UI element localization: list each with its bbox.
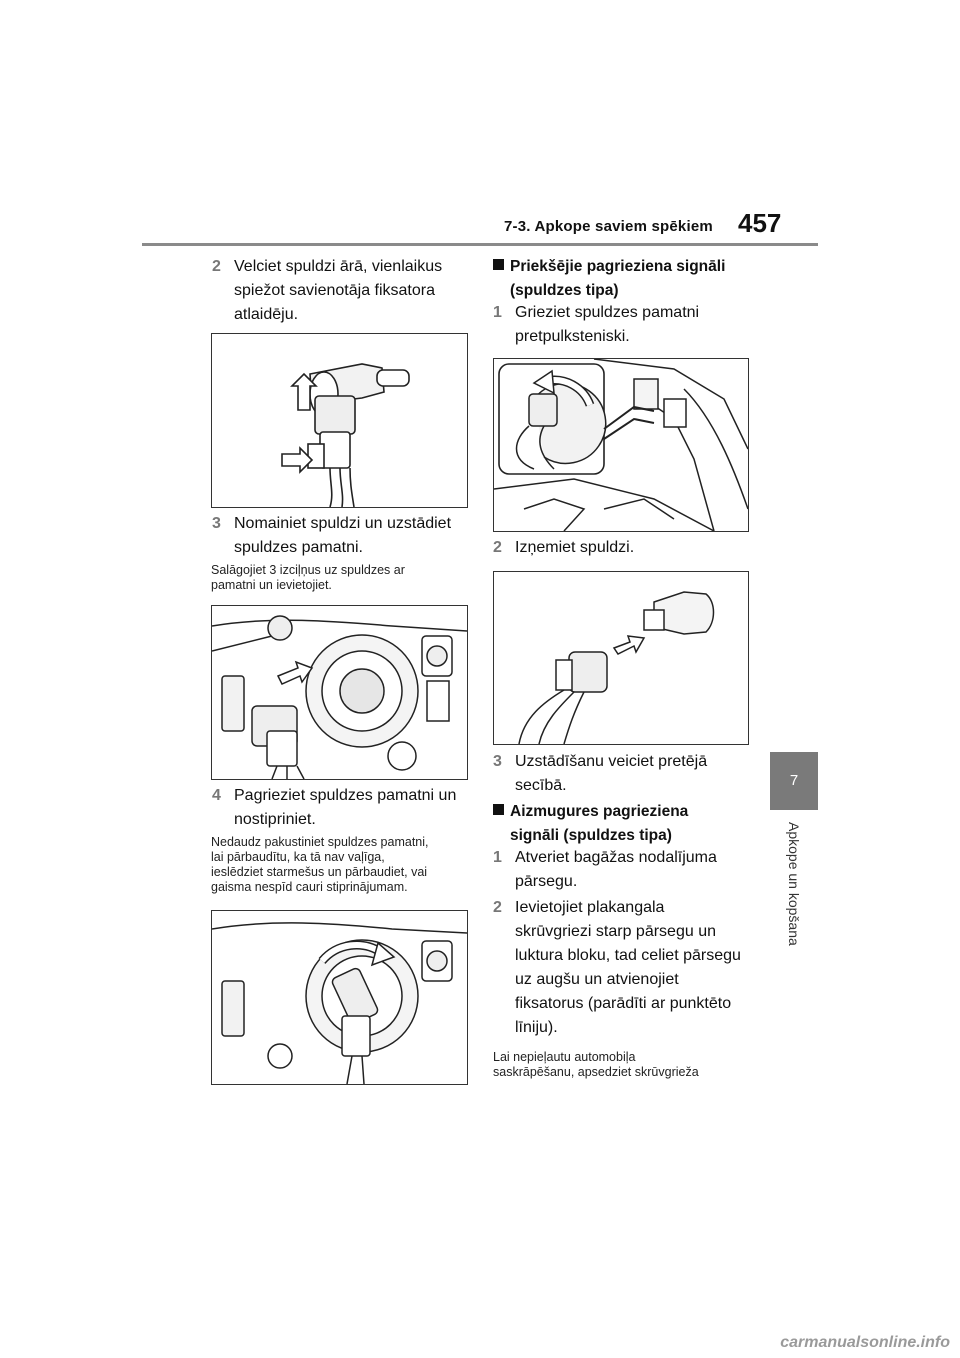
step-text-line: spuldzes pamatni. (234, 539, 363, 556)
step-1-rotate-counterclockwise (493, 301, 753, 349)
step-text-line: Velciet spuldzi ārā, vienlaikus (234, 258, 443, 275)
chapter-label: Apkope un kopšana (786, 822, 802, 946)
note-check-base: Nedaudz pakustiniet spuldzes pamatni, lai pārbaudītu, ka tā nav vaļīga, ieslēdziet starmešus un pārbaudiet, vai gaisma nespīd cauri stiprinājumam. (211, 835, 429, 894)
step-3-replace-bulb (212, 512, 472, 560)
step-number: 3 (212, 515, 221, 532)
section-title: 7-3. Apkope saviem spēkiem (504, 218, 713, 235)
note-align-bumps: Salāgojiet 3 izciļņus uz spuldzes ar pamatni un ievietojiet. (211, 563, 405, 592)
step-number: 1 (493, 304, 502, 321)
step-text-line: secībā. (515, 777, 567, 794)
figure-rotate-base (211, 910, 468, 1085)
step-number: 2 (493, 899, 502, 916)
step-number: 3 (493, 753, 502, 770)
step-text-line: uz augšu un atvienojiet (515, 971, 679, 988)
figure-bulb-pull (211, 333, 468, 508)
footer-watermark: carmanualsonline.info (780, 1334, 950, 1351)
step-text-line: spiežot savienotāja fiksatora (234, 282, 435, 299)
figure-front-signal-rotate (493, 358, 749, 532)
step-text-line: Uzstādīšanu veiciet pretējā (515, 753, 708, 770)
heading-front-turn-signals: Priekšējie pagrieziena signāli (spuldzes tipa) (493, 255, 763, 303)
heading-rear-turn-signals: Aizmugures pagrieziena signāli (spuldzes tipa) (493, 800, 763, 848)
step-number: 4 (212, 787, 221, 804)
header-divider (142, 243, 818, 246)
step-2-insert-screwdriver (493, 896, 763, 1046)
step-text-line: atlaidēju. (234, 306, 299, 323)
figure-front-signal-bulb (493, 571, 749, 745)
figure-bulb-insert (211, 605, 468, 780)
step-3-reverse-order (493, 750, 753, 798)
step-number: 2 (212, 258, 221, 275)
step-text-line: fiksatorus (parādīti ar punktēto (515, 995, 732, 1012)
step-text-line: pretpulksteniski. (515, 328, 630, 345)
heading-square-icon (493, 804, 504, 815)
step-1-open-trunk-cover (493, 846, 753, 894)
step-text-line: Ievietojiet plakangala (515, 899, 665, 916)
page-number: 457 (738, 208, 782, 238)
step-text-line: Pagrieziet spuldzes pamatni un (234, 787, 457, 804)
note-protect-vehicle: Lai nepieļautu automobiļa saskrāpēšanu, apsedziet skrūvgrieža (493, 1050, 699, 1079)
step-text-line: luktura bloku, tad celiet pārsegu (515, 947, 741, 964)
step-text-line: Nomainiet spuldzi un uzstādiet (234, 515, 452, 532)
step-2-remove-bulb (493, 536, 753, 560)
step-text-line: līniju). (515, 1019, 558, 1036)
step-text-line: nostipriniet. (234, 811, 316, 828)
step-2-pull-bulb (212, 255, 472, 327)
step-number: 1 (493, 849, 502, 866)
step-text-line: Atveriet bagāžas nodalījuma (515, 849, 717, 866)
step-4-rotate-base (212, 784, 472, 832)
step-text-line: skrūvgriezi starp pārsegu un (515, 923, 716, 940)
heading-square-icon (493, 259, 504, 270)
step-number: 2 (493, 539, 502, 556)
chapter-tab: 7 (770, 752, 818, 810)
step-text-line: Izņemiet spuldzi. (515, 539, 635, 556)
step-text-line: pārsegu. (515, 873, 578, 890)
step-text-line: Grieziet spuldzes pamatni (515, 304, 700, 321)
